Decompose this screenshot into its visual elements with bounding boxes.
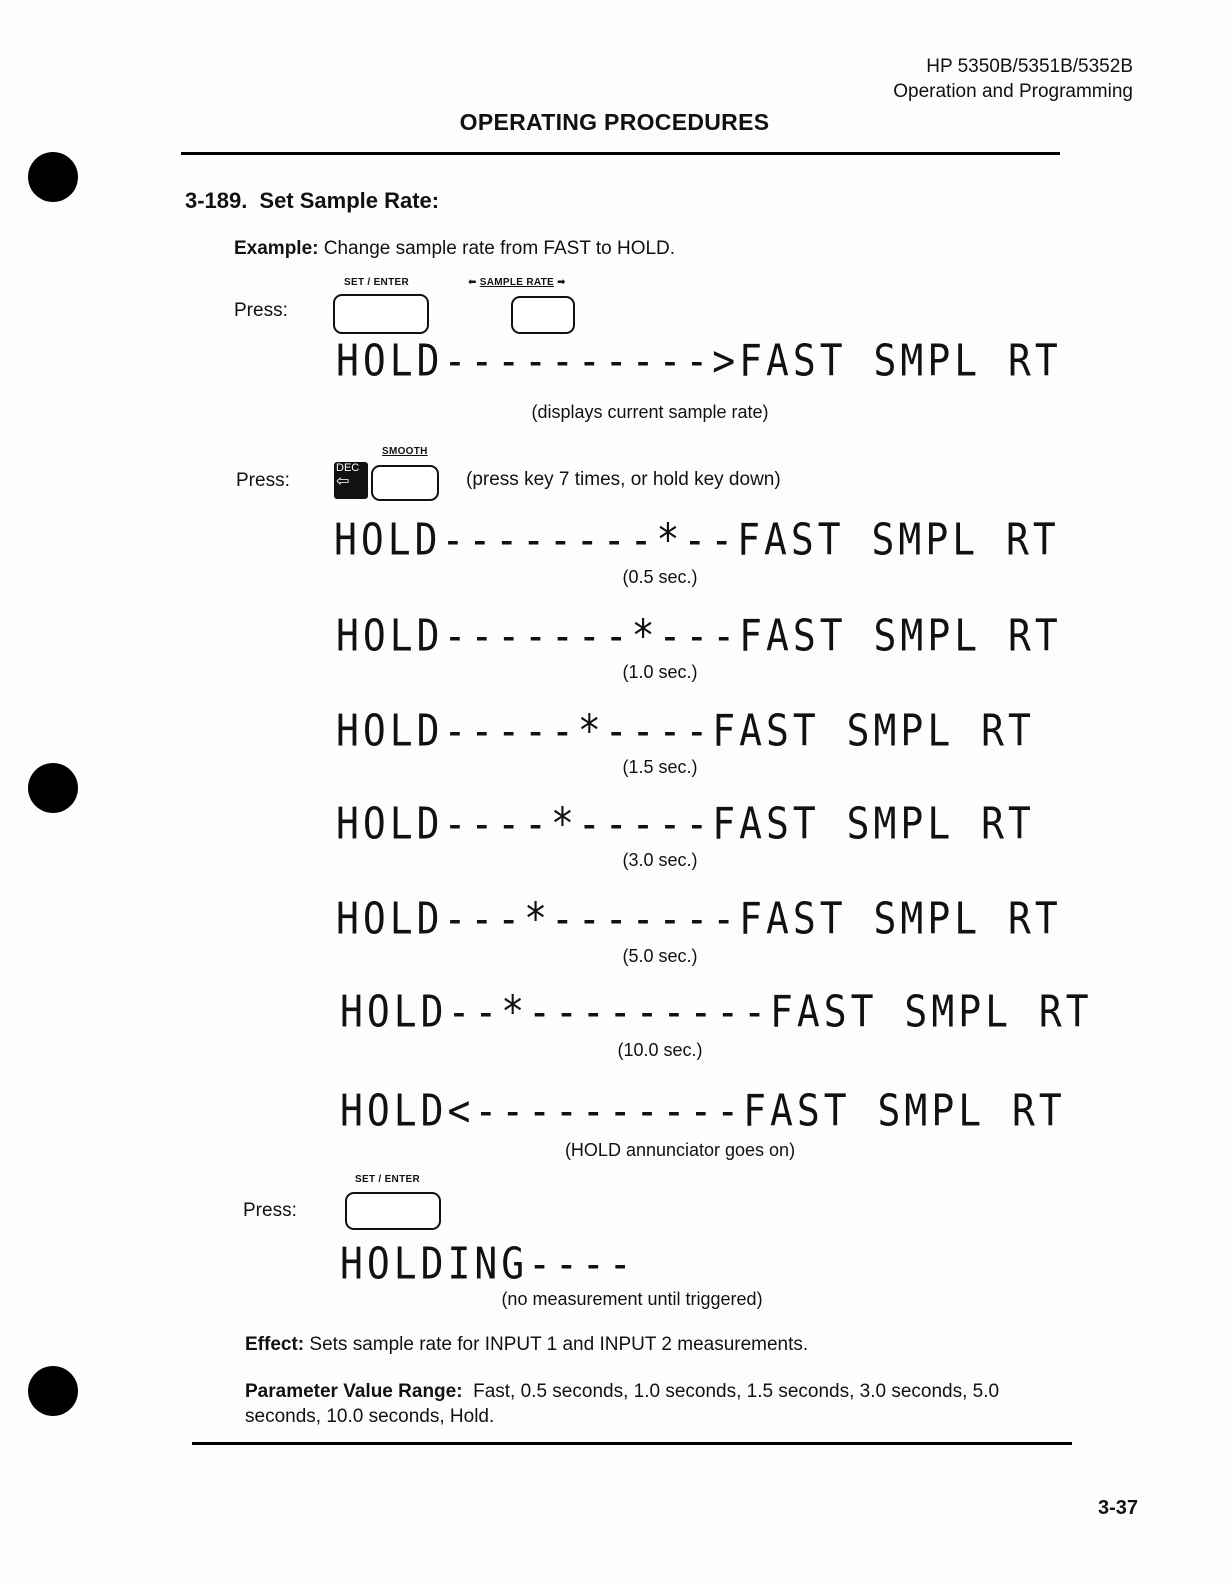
punch-hole-middle: [28, 763, 78, 813]
bottom-divider: [192, 1442, 1072, 1445]
effect-line: [245, 1334, 808, 1356]
step2-instruction: (press key 7 times, or hold key down): [466, 469, 781, 490]
lcd-display-1-5: HOLD-----*----FAST SMPL RT: [336, 705, 1035, 756]
set-enter-key-2[interactable]: [345, 1192, 441, 1230]
section-title: Set Sample Rate:: [259, 188, 440, 213]
punch-hole-bottom: [28, 1366, 78, 1416]
lcd-display-3-0: HOLD----*-----FAST SMPL RT: [336, 798, 1035, 849]
press-label-1: Press:: [234, 300, 288, 321]
example-label: Example:: [234, 238, 319, 259]
effect-text: Sets sample rate for INPUT 1 and INPUT 2 measurements.: [309, 1334, 809, 1355]
lcd-display-5-0: HOLD---*-------FAST SMPL RT: [336, 893, 1062, 944]
press-label-3: Press:: [243, 1200, 297, 1221]
lcd-display-hold: HOLD<----------FAST SMPL RT: [340, 1085, 1066, 1136]
dec-key-label: DEC: [336, 462, 360, 474]
smooth-key-label: SMOOTH: [382, 446, 428, 457]
parameter-text-line1: Fast, 0.5 seconds, 1.0 seconds, 1.5 seconds, 3.0 seconds, 5.0: [473, 1381, 1000, 1402]
caption-current-rate: (displays current sample rate): [531, 402, 769, 422]
parameter-text-line2: seconds, 10.0 seconds, Hold.: [245, 1406, 495, 1427]
lcd-display-10-0: HOLD--*---------FAST SMPL RT: [340, 986, 1093, 1037]
caption-10-0-sec: (10.0 sec.): [617, 1040, 703, 1060]
right-arrow-icon: ➡: [557, 277, 566, 288]
press-label-2: Press:: [236, 470, 290, 491]
punch-hole-top: [28, 152, 78, 202]
parameter-label: Parameter Value Range:: [245, 1381, 463, 1402]
smooth-key[interactable]: [371, 465, 439, 501]
caption-0-5-sec: (0.5 sec.): [622, 567, 698, 587]
caption-1-5-sec: (1.5 sec.): [622, 757, 698, 777]
left-arrow-icon: ⬅: [468, 277, 477, 288]
page-number: 3-37: [1097, 1497, 1138, 1519]
dec-arrow-icon: ⇦: [336, 473, 350, 490]
header-subtitle: Operation and Programming: [893, 81, 1133, 102]
sample-rate-key[interactable]: [511, 296, 575, 334]
caption-5-0-sec: (5.0 sec.): [622, 946, 698, 966]
set-enter-key-label-1: SET / ENTER: [344, 277, 409, 288]
caption-no-measurement: (no measurement until triggered): [501, 1289, 763, 1309]
lcd-display-holding: HOLDING----: [340, 1238, 636, 1289]
caption-3-0-sec: (3.0 sec.): [622, 850, 698, 870]
caption-hold-annunciator: (HOLD annunciator goes on): [564, 1140, 796, 1160]
effect-label: Effect:: [245, 1334, 305, 1355]
page-header: [893, 54, 1133, 104]
example-line: [234, 238, 675, 260]
caption-1-0-sec: (1.0 sec.): [622, 662, 698, 682]
set-enter-key-1[interactable]: [333, 294, 429, 334]
set-enter-key-label-2: SET / ENTER: [355, 1174, 420, 1185]
section-heading: [185, 188, 439, 214]
sample-rate-label-text: SAMPLE RATE: [479, 277, 555, 288]
top-divider: [181, 152, 1060, 155]
lcd-display-0-5: HOLD--------*--FAST SMPL RT: [334, 514, 1060, 565]
parameter-range: [245, 1379, 1095, 1429]
example-text: Change sample rate from FAST to HOLD.: [323, 238, 676, 259]
lcd-display-1-0: HOLD-------*---FAST SMPL RT: [336, 610, 1062, 661]
page-title: OPERATING PROCEDURES: [459, 109, 770, 135]
sample-rate-key-label: [468, 277, 566, 288]
lcd-display-fast: HOLD---------->FAST SMPL RT: [336, 335, 1062, 386]
header-model: HP 5350B/5351B/5352B: [926, 56, 1133, 77]
dec-key[interactable]: [334, 462, 368, 499]
section-number: 3-189.: [185, 188, 248, 213]
